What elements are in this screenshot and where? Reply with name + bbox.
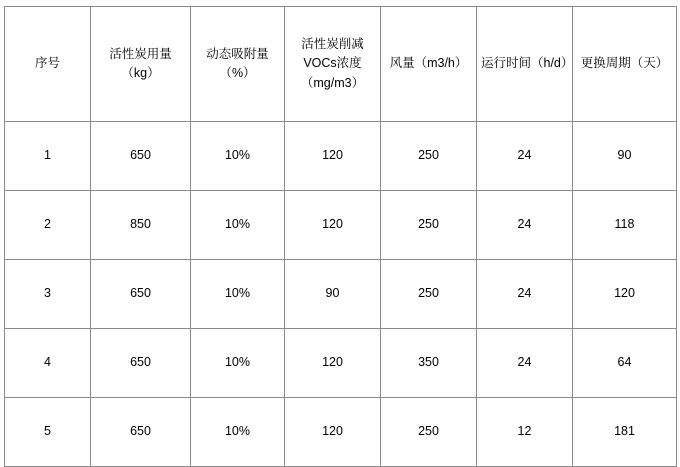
cell-operating-time: 24: [477, 329, 573, 398]
cell-replacement-cycle: 64: [573, 329, 677, 398]
column-header-air-volume: 风量（m3/h）: [381, 7, 477, 122]
column-header-operating-time: 运行时间（h/d）: [477, 7, 573, 122]
table-row: [5, 329, 677, 398]
column-header-dynamic-adsorption: 动态吸附量（%）: [191, 7, 285, 122]
table-body: [5, 122, 677, 467]
cell-operating-time: 24: [477, 260, 573, 329]
table-row: [5, 191, 677, 260]
cell-carbon-amount: 650: [91, 260, 191, 329]
cell-carbon-amount: 850: [91, 191, 191, 260]
cell-vocs-reduction: 120: [285, 122, 381, 191]
cell-vocs-reduction: 90: [285, 260, 381, 329]
cell-carbon-amount: 650: [91, 122, 191, 191]
cell-vocs-reduction: 120: [285, 191, 381, 260]
column-header-index: 序号: [5, 7, 91, 122]
cell-carbon-amount: 650: [91, 398, 191, 467]
column-header-vocs-reduction: 活性炭削减VOCs浓度（mg/m3）: [285, 7, 381, 122]
cell-replacement-cycle: 90: [573, 122, 677, 191]
cell-index: 1: [5, 122, 91, 191]
cell-air-volume: 350: [381, 329, 477, 398]
cell-operating-time: 12: [477, 398, 573, 467]
table-header-row: [5, 7, 677, 122]
cell-dynamic-adsorption: 10%: [191, 329, 285, 398]
cell-replacement-cycle: 181: [573, 398, 677, 467]
cell-replacement-cycle: 120: [573, 260, 677, 329]
cell-index: 5: [5, 398, 91, 467]
table-row: [5, 122, 677, 191]
cell-air-volume: 250: [381, 260, 477, 329]
cell-air-volume: 250: [381, 191, 477, 260]
cell-operating-time: 24: [477, 122, 573, 191]
cell-vocs-reduction: 120: [285, 398, 381, 467]
cell-index: 4: [5, 329, 91, 398]
table-header: [5, 7, 677, 122]
cell-air-volume: 250: [381, 122, 477, 191]
cell-dynamic-adsorption: 10%: [191, 191, 285, 260]
column-header-replacement-cycle: 更换周期（天）: [573, 7, 677, 122]
cell-replacement-cycle: 118: [573, 191, 677, 260]
table-row: [5, 398, 677, 467]
cell-index: 3: [5, 260, 91, 329]
activated-carbon-parameters-table: [4, 6, 677, 467]
cell-dynamic-adsorption: 10%: [191, 122, 285, 191]
cell-dynamic-adsorption: 10%: [191, 398, 285, 467]
cell-index: 2: [5, 191, 91, 260]
cell-air-volume: 250: [381, 398, 477, 467]
cell-dynamic-adsorption: 10%: [191, 260, 285, 329]
cell-carbon-amount: 650: [91, 329, 191, 398]
cell-vocs-reduction: 120: [285, 329, 381, 398]
column-header-carbon-amount: 活性炭用量（kg）: [91, 7, 191, 122]
cell-operating-time: 24: [477, 191, 573, 260]
table-row: [5, 260, 677, 329]
